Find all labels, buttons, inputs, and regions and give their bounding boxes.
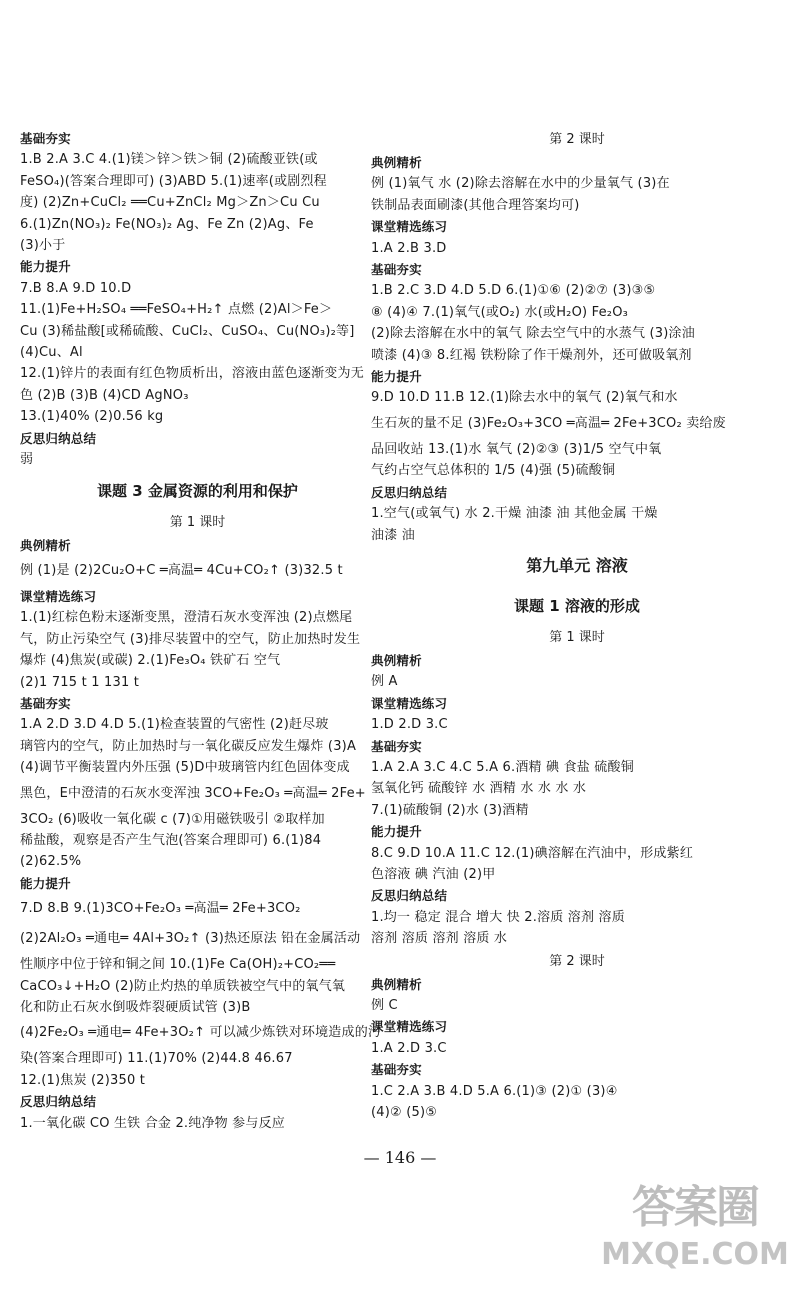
section-heading: 典例精析 bbox=[371, 652, 422, 668]
answer-line: 1.一氧化碳 CO 生铁 合金 2.纯净物 参与反应 bbox=[20, 1115, 285, 1131]
answer-line: 油漆 油 bbox=[371, 527, 415, 543]
answer-line: (2)1 715 t 1 131 t bbox=[20, 674, 140, 690]
answer-line: 稀盐酸，观察是否产生气泡(答案合理即可) 6.(1)84 bbox=[20, 832, 322, 848]
answer-column-right bbox=[371, 128, 783, 1123]
lesson-title: 第 2 课时 bbox=[549, 132, 605, 147]
answer-line: (2)62.5% bbox=[20, 854, 82, 870]
section-heading: 课堂精选练习 bbox=[371, 219, 448, 235]
topic-title: 课题 3 金属资源的利用和保护 bbox=[97, 481, 298, 500]
section-heading: 基础夯实 bbox=[20, 131, 71, 146]
answer-line: 弱 bbox=[20, 452, 34, 468]
section-heading: 课堂精选练习 bbox=[371, 1019, 448, 1035]
answer-line: (4)Cu、Al bbox=[20, 345, 83, 361]
section-heading: 能力提升 bbox=[371, 824, 422, 840]
answer-column-left bbox=[20, 128, 382, 1134]
answer-line: 璃管内的空气，防止加热时与一氧化碳反应发生爆炸 (3)A bbox=[20, 738, 357, 754]
answer-line-equation: (2)2Al₂O₃ ═通电═ 4Al+3O₂↑ (3)热还原法 铅在金属活动 bbox=[20, 931, 361, 947]
answer-line: 例 (1)氧气 水 (2)除去溶解在水中的少量氧气 (3)在 bbox=[371, 176, 670, 192]
answer-line: CaCO₃↓+H₂O (2)防止灼热的单质铁被空气中的氧气氧 bbox=[20, 978, 346, 994]
section-heading: 基础夯实 bbox=[371, 1062, 422, 1078]
answer-line: 13.(1)40% (2)0.56 kg bbox=[20, 409, 164, 425]
section-heading: 典例精析 bbox=[371, 976, 422, 992]
answer-line: 1.A 2.B 3.D bbox=[371, 240, 447, 256]
answer-line: 1.B 2.A 3.C 4.(1)镁＞锌＞铁＞铜 (2)硫酸亚铁(或 bbox=[20, 152, 318, 168]
answer-line: 11.(1)Fe+H₂SO₄ ══FeSO₄+H₂↑ 点燃 (2)Al＞Fe＞ bbox=[20, 302, 333, 318]
answer-line: 品回收站 13.(1)水 氧气 (2)②③ (3)1/5 空气中氧 bbox=[371, 441, 662, 457]
answer-line: 8.C 9.D 10.A 11.C 12.(1)碘溶解在汽油中，形成紫红 bbox=[371, 845, 694, 861]
answer-line: 气约占空气总体积的 1/5 (4)强 (5)硫酸铜 bbox=[371, 463, 616, 479]
answer-line: 1.D 2.D 3.C bbox=[371, 717, 448, 733]
answer-line-equation: 例 (1)是 (2)2Cu₂O+C ═高温═ 4Cu+CO₂↑ (3)32.5 t bbox=[20, 562, 343, 578]
section-heading: 能力提升 bbox=[371, 369, 422, 385]
section-heading: 能力提升 bbox=[20, 259, 71, 275]
answer-line: 例 C bbox=[371, 998, 398, 1013]
answer-line: 3CO₂ (6)吸收一氧化碳 c (7)①用磁铁吸引 ②取样加 bbox=[20, 811, 325, 827]
answer-line-equation: 7.D 8.B 9.(1)3CO+Fe₂O₃ ═高温═ 2Fe+3CO₂ bbox=[20, 901, 301, 917]
watermark-logo: 答案圈 bbox=[632, 1182, 758, 1233]
answer-line: ⑧ (4)④ 7.(1)氧气(或O₂) 水(或H₂O) Fe₂O₃ bbox=[371, 304, 629, 320]
answer-line: 12.(1)锌片的表面有红色物质析出，溶液由蓝色逐渐变为无 bbox=[20, 366, 364, 382]
answer-line: Cu (3)稀盐酸[或稀硫酸、CuCl₂、CuSO₄、Cu(NO₃)₂等] bbox=[20, 323, 355, 339]
answer-line: 1.(1)红棕色粉末逐渐变黑，澄清石灰水变浑浊 (2)点燃尾 bbox=[20, 610, 353, 626]
section-heading: 典例精析 bbox=[371, 155, 422, 170]
answer-line: 溶剂 溶质 溶剂 溶质 水 bbox=[371, 931, 508, 947]
answer-line: 氢氧化钙 硫酸锌 水 酒精 水 水 水 水 bbox=[371, 781, 587, 797]
section-heading: 反思归纳总结 bbox=[371, 484, 448, 500]
answer-line-equation: 黑色，E中澄清的石灰水变浑浊 3CO+Fe₂O₃ ═高温═ 2Fe+ bbox=[20, 785, 366, 801]
answer-line: (4)调节平衡装置内外压强 (5)D中玻璃管内红色固体变成 bbox=[20, 760, 350, 776]
answer-line: 6.(1)Zn(NO₃)₂ Fe(NO₃)₂ Ag、Fe Zn (2)Ag、Fe bbox=[20, 216, 314, 232]
watermark bbox=[600, 1180, 790, 1285]
answer-line: (3)小于 bbox=[20, 238, 66, 254]
answer-line: 1.B 2.C 3.D 4.D 5.D 6.(1)①⑥ (2)②⑦ (3)③⑤ bbox=[371, 283, 656, 299]
answer-line: 性顺序中位于锌和铜之间 10.(1)Fe Ca(OH)₂+CO₂══ bbox=[20, 957, 336, 973]
section-heading: 反思归纳总结 bbox=[20, 1094, 97, 1110]
answer-line: 1.A 2.D 3.D 4.D 5.(1)检查装置的气密性 (2)赶尽玻 bbox=[20, 717, 329, 733]
answer-line-equation: 生石灰的量不足 (3)Fe₂O₃+3CO ═高温═ 2Fe+3CO₂ 卖给废 bbox=[371, 415, 726, 431]
answer-line: 色 (2)B (3)B (4)CD AgNO₃ bbox=[20, 387, 189, 403]
answer-line: 1.空气(或氧气) 水 2.干燥 油漆 油 其他金属 干燥 bbox=[371, 506, 658, 522]
answer-line: 1.A 2.A 3.C 4.C 5.A 6.酒精 碘 食盐 硫酸铜 bbox=[371, 759, 634, 775]
section-heading: 基础夯实 bbox=[20, 695, 71, 711]
lesson-title: 第 1 课时 bbox=[549, 629, 605, 645]
watermark-url: MXQE.COM bbox=[601, 1237, 789, 1272]
section-heading: 基础夯实 bbox=[371, 738, 422, 754]
answer-line: 7.B 8.A 9.D 10.D bbox=[20, 280, 132, 296]
section-heading: 课堂精选练习 bbox=[20, 588, 97, 604]
section-heading: 能力提升 bbox=[20, 875, 71, 891]
answer-line: 9.D 10.D 11.B 12.(1)除去水中的氧气 (2)氧气和水 bbox=[371, 390, 678, 406]
answer-line: 喷漆 (4)③ 8.红褐 铁粉除了作干燥剂外，还可做吸氧剂 bbox=[371, 347, 692, 363]
answer-line-equation: (4)2Fe₂O₃ ═通电═ 4Fe+3O₂↑ 可以减少炼铁对环境造成的污 bbox=[20, 1025, 382, 1041]
answer-line: 例 A bbox=[371, 674, 398, 690]
answer-line: (4)② (5)⑤ bbox=[371, 1105, 438, 1121]
section-heading: 典例精析 bbox=[20, 537, 71, 553]
answer-line: 1.均一 稳定 混合 增大 快 2.溶质 溶剂 溶质 bbox=[371, 909, 625, 925]
answer-line: 度) (2)Zn+CuCl₂ ══Cu+ZnCl₂ Mg＞Zn＞Cu Cu bbox=[20, 195, 320, 211]
topic-title: 课题 1 溶液的形成 bbox=[514, 596, 640, 615]
answer-line: 染(答案合理即可) 11.(1)70% (2)44.8 46.67 bbox=[20, 1051, 293, 1067]
answer-line: FeSO₄)(答案合理即可) (3)ABD 5.(1)速率(或剧烈程 bbox=[20, 173, 327, 189]
answer-line: 铁制品表面刷漆(其他合理答案均可) bbox=[371, 197, 580, 213]
answer-line: 化和防止石灰水倒吸炸裂硬质试管 (3)B bbox=[20, 1000, 251, 1015]
lesson-title: 第 1 课时 bbox=[169, 514, 226, 530]
answer-line: 气，防止污染空气 (3)排尽装置中的空气，防止加热时发生 bbox=[20, 631, 361, 647]
answer-line: 7.(1)硫酸铜 (2)水 (3)酒精 bbox=[371, 802, 529, 818]
answer-line: 1.C 2.A 3.B 4.D 5.A 6.(1)③ (2)① (3)④ bbox=[371, 1083, 618, 1099]
answer-line: (2)除去溶解在水中的氧气 除去空气中的水蒸气 (3)涂油 bbox=[371, 326, 695, 342]
section-heading: 课堂精选练习 bbox=[371, 695, 448, 711]
answer-line: 爆炸 (4)焦炭(或碳) 2.(1)Fe₃O₄ 铁矿石 空气 bbox=[20, 653, 281, 669]
section-heading: 反思归纳总结 bbox=[371, 888, 448, 904]
lesson-title: 第 2 课时 bbox=[549, 953, 605, 969]
unit-title: 第九单元 溶液 bbox=[526, 555, 628, 575]
answer-line: 12.(1)焦炭 (2)350 t bbox=[20, 1072, 146, 1088]
section-heading: 基础夯实 bbox=[371, 262, 422, 278]
answer-line: 色溶液 碘 汽油 (2)甲 bbox=[371, 866, 496, 882]
section-heading: 反思归纳总结 bbox=[20, 430, 97, 446]
answer-line: 1.A 2.D 3.C bbox=[371, 1040, 447, 1056]
page-number: — 146 — bbox=[363, 1148, 437, 1167]
